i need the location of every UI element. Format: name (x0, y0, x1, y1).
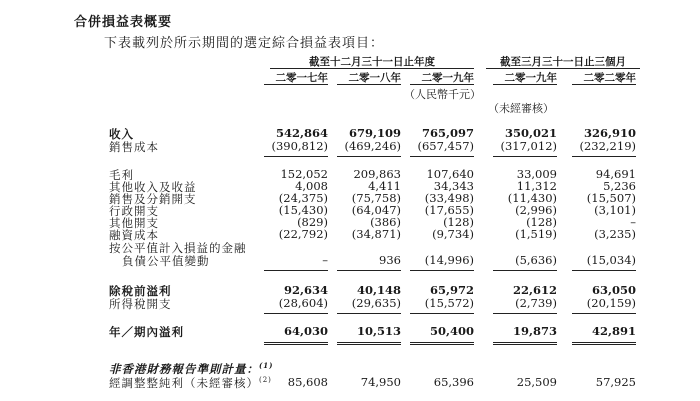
cell: 65,972 (429, 283, 474, 297)
cell: (17,655) (424, 203, 474, 217)
header-group-year-rule (270, 68, 474, 69)
row-label: 其他收入及收益 (109, 180, 197, 194)
cell: (2,739) (515, 296, 557, 310)
row-label: 按公平值計入損益的金融 (109, 241, 247, 255)
cell: 350,021 (504, 126, 557, 140)
cell: 57,925 (595, 375, 636, 389)
header-rule (572, 84, 636, 85)
cell: (14,996) (424, 253, 474, 267)
cell: 50,400 (429, 324, 474, 338)
cell: (15,034) (586, 253, 636, 267)
unaudited-note: （未經審核） (488, 102, 554, 115)
row-label: 負債公平值變動 (122, 254, 210, 268)
subtotal-rule (337, 313, 401, 314)
intro-text: 下表載列於所示期間的選定綜合損益表項目： (104, 36, 385, 51)
cell: (829) (297, 215, 328, 229)
header-rule (264, 84, 328, 85)
cell: 65,396 (433, 375, 474, 389)
header-rule (493, 84, 557, 85)
cell: (3,101) (594, 203, 636, 217)
header-col-2019: 二零一九年 (421, 72, 474, 84)
header-col-q2019: 二零一九年 (504, 72, 557, 84)
non-hkfrs-label: 經調整整純利（未經審核）$^{(2)}$ (109, 376, 272, 390)
cell: (386) (370, 215, 401, 229)
row-label: 銷售及分銷開支 (109, 192, 197, 206)
cell: (232,219) (579, 139, 636, 153)
header-rule (337, 84, 401, 85)
subtotal-rule (572, 156, 636, 157)
cell: 10,513 (356, 324, 401, 338)
cell: 326,910 (583, 126, 636, 140)
cell: 19,873 (512, 324, 557, 338)
cell: (128) (526, 215, 557, 229)
cell: (28,604) (278, 296, 328, 310)
subtotal-rule (493, 313, 557, 314)
cell: 542,864 (275, 126, 328, 140)
cell: 5,236 (603, 179, 636, 193)
row-label: 年／期內溢利 (109, 325, 184, 339)
cell: (22,792) (278, 227, 328, 241)
cell: 25,509 (516, 375, 557, 389)
cell: (15,572) (424, 296, 474, 310)
header-col-2018: 二零一八年 (348, 72, 401, 84)
cell: 40,148 (356, 283, 401, 297)
cell: 152,052 (280, 167, 328, 181)
subtotal-rule (410, 270, 474, 271)
non-hkfrs-heading: 非香港財務報告準則計量：$^{(1)}$ (109, 361, 274, 376)
row-label: 收入 (109, 127, 134, 141)
header-col-q2020: 二零二零年 (583, 72, 636, 84)
cell: 4,008 (295, 179, 328, 193)
subtotal-rule (410, 156, 474, 157)
subtotal-rule (264, 270, 328, 271)
subtotal-rule (493, 270, 557, 271)
cell: 92,634 (283, 283, 328, 297)
cell: 85,608 (287, 375, 328, 389)
cell: (9,734) (432, 227, 474, 241)
cell: 94,691 (595, 167, 636, 181)
cell: (11,430) (507, 191, 557, 205)
cell: (5,636) (515, 253, 557, 267)
total-double-rule (572, 342, 636, 345)
subtotal-rule (493, 156, 557, 157)
cell: 22,612 (512, 283, 557, 297)
cell: – (322, 253, 328, 267)
cell: 107,640 (426, 167, 474, 181)
header-group-year: 截至十二月三十一日止年度 (309, 56, 435, 68)
cell: (64,047) (351, 203, 401, 217)
cell: (20,159) (586, 296, 636, 310)
header-group-quarter: 截至三月三十一日止三個月 (500, 56, 626, 68)
subtotal-rule (572, 313, 636, 314)
row-label: 銷售成本 (109, 140, 159, 154)
section-title: 合併損益表概要 (74, 15, 173, 30)
cell: (2,996) (515, 203, 557, 217)
row-label: 行政開支 (109, 204, 159, 218)
header-col-2017: 二零一七年 (275, 72, 328, 84)
cell: (390,812) (271, 139, 328, 153)
cell: (128) (443, 215, 474, 229)
row-label: 融資成本 (109, 228, 159, 242)
total-double-rule (337, 342, 401, 345)
cell: 42,891 (591, 324, 636, 338)
subtotal-rule (572, 270, 636, 271)
cell: (33,498) (424, 191, 474, 205)
row-label: 毛利 (109, 168, 134, 182)
row-label: 除稅前溢利 (109, 284, 172, 298)
cell: 64,030 (283, 324, 328, 338)
cell: – (630, 215, 636, 229)
header-rule (410, 84, 474, 85)
cell: (3,235) (594, 227, 636, 241)
cell: 209,863 (353, 167, 401, 181)
row-label: 其他開支 (109, 216, 159, 230)
cell: 936 (379, 253, 401, 267)
cell: (15,507) (586, 191, 636, 205)
subtotal-rule (337, 270, 401, 271)
cell: 74,950 (360, 375, 401, 389)
cell: (317,012) (500, 139, 557, 153)
cell: (469,246) (344, 139, 401, 153)
subtotal-rule (337, 156, 401, 157)
total-double-rule (493, 342, 557, 345)
cell: (1,519) (515, 227, 557, 241)
cell: (34,871) (351, 227, 401, 241)
subtotal-rule (410, 313, 474, 314)
cell: 11,312 (516, 179, 557, 193)
currency-note: （人民幣千元） (404, 88, 481, 101)
cell: 4,411 (368, 179, 401, 193)
subtotal-rule (264, 156, 328, 157)
total-double-rule (264, 342, 328, 345)
cell: 63,050 (591, 283, 636, 297)
cell: 33,009 (516, 167, 557, 181)
cell: (29,635) (351, 296, 401, 310)
cell: (24,375) (278, 191, 328, 205)
cell: (75,758) (351, 191, 401, 205)
cell: (15,430) (278, 203, 328, 217)
header-group-quarter-rule (486, 68, 640, 69)
row-label: 所得稅開支 (109, 297, 172, 311)
cell: (657,457) (417, 139, 474, 153)
subtotal-rule (264, 313, 328, 314)
cell: 765,097 (421, 126, 474, 140)
cell: 34,343 (433, 179, 474, 193)
cell: 679,109 (348, 126, 401, 140)
total-double-rule (410, 342, 474, 345)
